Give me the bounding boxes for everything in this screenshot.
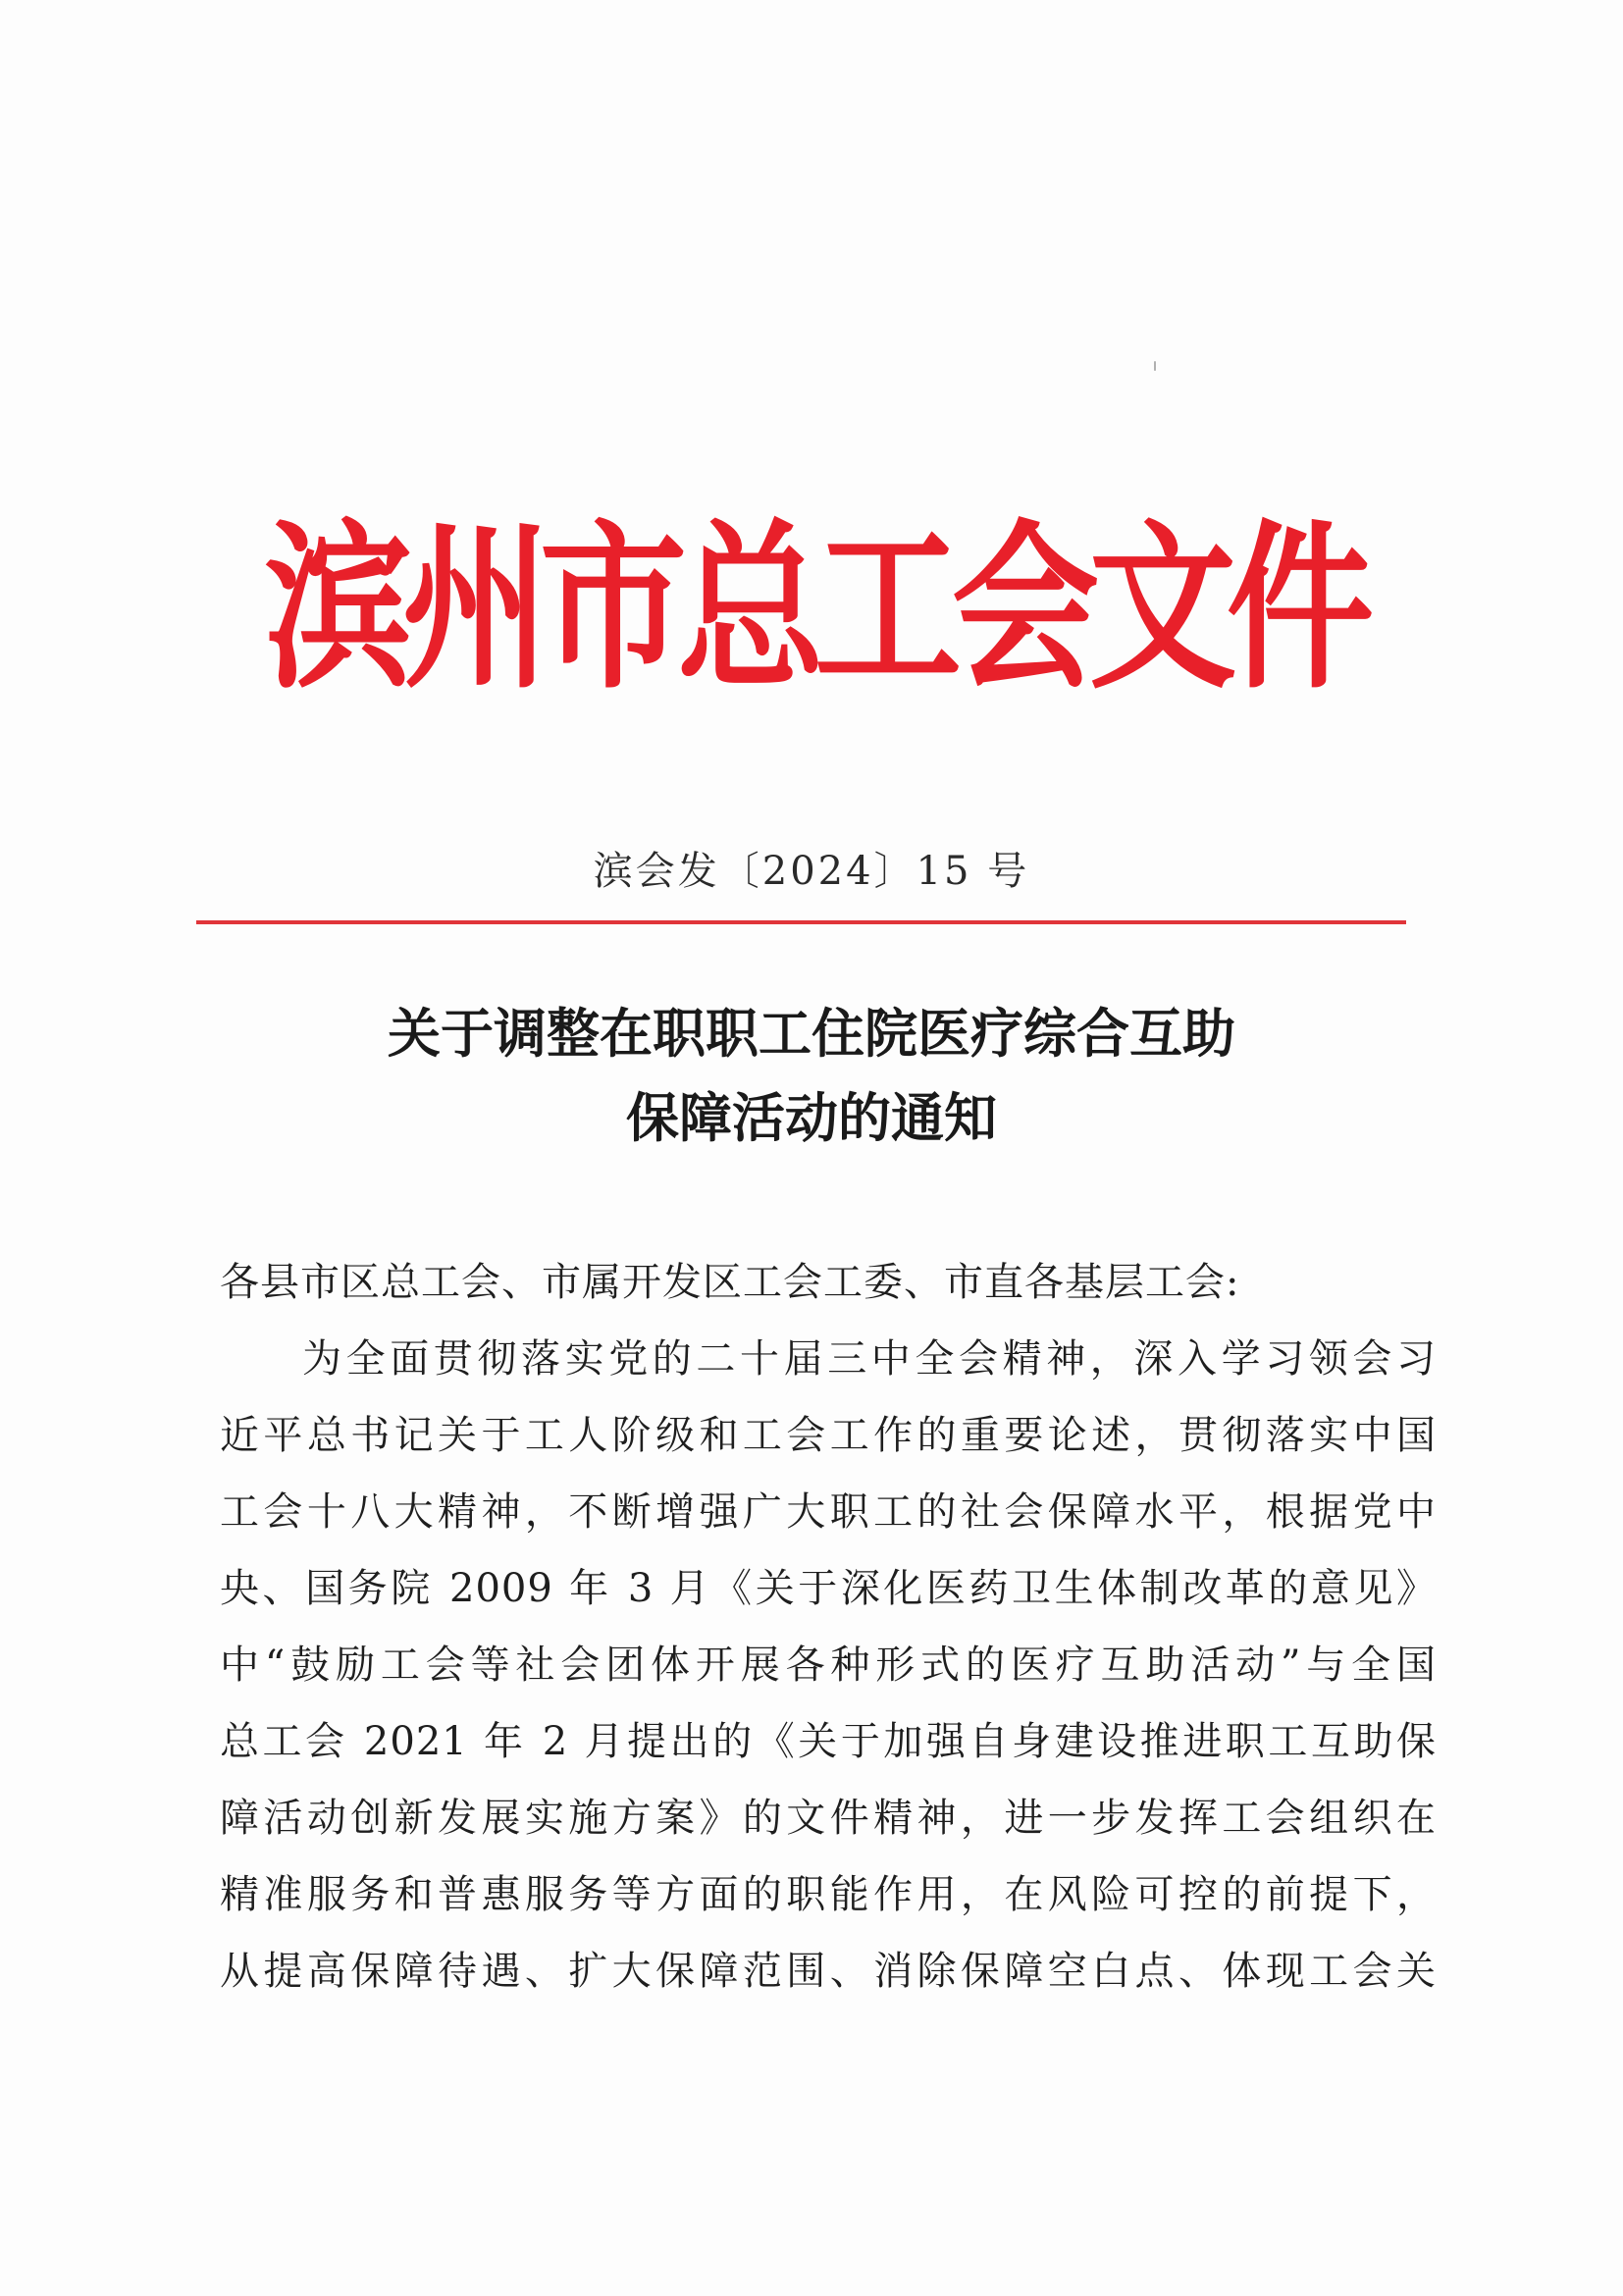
body-line: 总工会 2021 年 2 月提出的《关于加强自身建设推进职工互助保 [220,1719,1437,1764]
document-number: 滨会发〔2024〕15 号 [593,849,1030,894]
body-line: 央、国务院 2009 年 3 月《关于深化医药卫生体制改革的意见》 [220,1566,1437,1611]
document-title [0,991,1623,1160]
body-line: 障活动创新发展实施方案》的文件精神，进一步发挥工会组织在 [220,1796,1437,1841]
body-line: 从提高保障待遇、扩大保障范围、消除保障空白点、体现工会关 [220,1949,1437,1994]
red-divider-line [196,920,1406,924]
body-line: 工会十八大精神，不断增强广大职工的社会保障水平，根据党中 [220,1489,1437,1535]
scan-speck [1154,361,1156,371]
body-line: 中“鼓励工会等社会团体开展各种形式的医疗互助活动”与全国 [220,1643,1437,1688]
issuing-authority-header: 滨州市总工会文件 [265,502,1365,714]
body-line: 为全面贯彻落实党的二十届三中全会精神，深入学习领会习 [302,1336,1437,1382]
body-line: 精准服务和普惠服务等方面的职能作用，在风险可控的前提下， [220,1872,1437,1917]
document-title-line-2: 保障活动的通知 [626,1086,997,1149]
body-line: 近平总书记关于工人阶级和工会工作的重要论述，贯彻落实中国 [220,1413,1437,1458]
document-body [220,1244,1437,2009]
document-title-line-1: 关于调整在职职工住院医疗综合互助 [388,1002,1235,1065]
salutation: 各县市区总工会、市属开发区工会工委、市直各基层工会: [220,1260,1240,1305]
